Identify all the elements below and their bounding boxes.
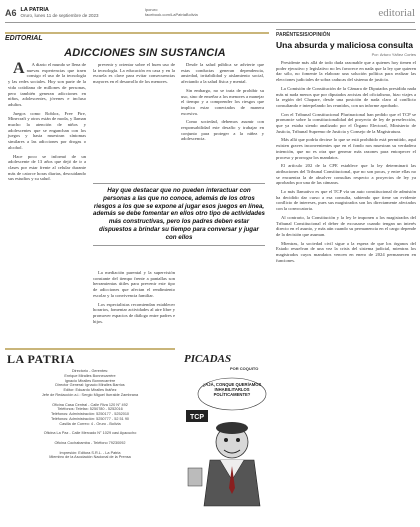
character-hand (188, 468, 202, 486)
staff-line: Teléfonos: Telefax: 5250780 - 5252016 (57, 407, 123, 412)
brand-name: LA PATRIA (20, 6, 49, 13)
editorial-column-3 (181, 62, 264, 145)
drop-cap: A (13, 60, 25, 77)
staff-line: Editor: Eduardo Miralles Ibáñez (63, 388, 117, 393)
section-name: editorial (378, 6, 415, 19)
editorial-label: EDITORIAL (5, 35, 43, 42)
opinion-paragraph: Al contrario, la Constitución y la ley le imponen a los magistrados del Tribunal Constitucional el deber de excusarse cuando tengan un interés directo en el asunto, y más aún cuando su permanencia en el cargo depende de la decisión que asuman. (276, 214, 416, 237)
opinion-article (276, 29, 416, 267)
cartoon-title: PICADAS (184, 353, 232, 365)
opinion-tag: PARÉNTESIS/OPINIÓN (276, 29, 416, 38)
editorial-paragraph: Como sociedad, debemos asumir con responsabilidad este desafío y trabajar en conjunto para proteger a la niñez y adolescencia. (181, 119, 264, 142)
editorial-rule (5, 32, 269, 34)
issue-date: Oruro, lunes 11 de septiembre de 2023 (20, 12, 99, 18)
staff-line: Impresión: Editora S.R.L. - La Patria (59, 450, 121, 455)
editorial-paragraph: prevenir y orientar sobre el buen uso de la tecnología. La educación en casa y en la escuela es clave para evitar consecuencias mayores en el desarrollo de los menores. (93, 62, 175, 85)
character-hair (216, 422, 248, 434)
staff-line: Oficina Cochabamba - Teléfono 79230092 (54, 440, 126, 445)
opinion-paragraph: Mientras, la sociedad civil sigue a la espera de que los órganos del Estado resuelvan de una vez la crisis del sistema judicial, mientras los magistrados cuyos mandatos vencen en enero de 2024 permanecen en funciones. (276, 240, 416, 263)
staff-box (5, 348, 175, 518)
staff-line: Teléfonos: Administración: 5250777 - 52 51 90 (50, 416, 130, 421)
masthead (21, 8, 99, 18)
character-eye (224, 438, 228, 442)
social-block (145, 7, 198, 17)
editorial-title: ADICCIONES SIN SUSTANCIA (64, 47, 226, 59)
staff-line: Ignacio Miralles Bonnecarrère (64, 378, 116, 383)
opinion-author: Por: Arturo Yáñez Cortes (371, 52, 416, 57)
cartoon-author: POR COQUITO (230, 366, 259, 371)
staff-line: Casilla de Correo: 4 - Oruro - Bolivia (59, 421, 121, 426)
tcp-badge-label: TCP (190, 414, 204, 421)
speech-text-box (202, 382, 262, 408)
page-number: A6 (5, 7, 17, 18)
opinion-paragraph: La Comisión de Constitución de la Cámara de Diputados presidida nada más ni nada menos que por diputados arcistas del oficialismo, hizo viajes a la región del Chapare, desde una posición de nada claro al conflicto consultando e interpelando los reunidos, con un informe aprobado. (276, 85, 416, 108)
social-handle[interactable]: lporuro (145, 7, 158, 12)
staff-box-title: LA PATRIA (7, 352, 75, 366)
staff-line: Oficina La Paz - Calle Mercado N° 1029 casi Ayacucho (43, 431, 137, 436)
opinion-paragraph: Lo más llamativo es que el TCP vía un auto constitucional de admisión ha decidido dar curso a esa consulta, sabiendo que tiene un evidente conflicto de intereses, pues sus magistrados son los directamente afectados con la convocatoria. (276, 189, 416, 212)
opinion-paragraph: El artículo 202 de la CPE establece que la ley determinará las atribuciones del Tribunal Constitucional, que no son pocas, y entre ellas no se encuentra la de absolver consultas respecto a proyectos de ley ya aprobados por una de las cámaras. (276, 163, 416, 186)
editorial-paragraph: La mediación parental y la supervisión constante del tiempo frente a pantallas son herramientas útiles para prevenir este tipo de adicciones que afectan el rendimiento escolar y la convivencia familiar. (93, 270, 175, 298)
social-url[interactable]: facebook.com/LaPatriaBolivia (145, 12, 198, 17)
opinion-paragraph: Más allá que podría decirse lo que se está prohibido está permitido, aquí existen graves inconvenientes que en el fondo nos muestran su verdadera intención, que no es otra que generar más razones para entorpecer el proceso y prorrogar los mandatos. (276, 137, 416, 160)
editorial-column-2 (93, 62, 175, 88)
opinion-title: Una absurda y maliciosa consulta (276, 40, 413, 50)
cartoon-illustration (180, 348, 268, 518)
cartoon-panel (180, 348, 268, 518)
editorial-paragraph: Sin embargo, no se trata de prohibir su uso, sino de enseñar a los menores a manejar el tiempo y a comprender los riesgos que implica estar conectados de manera excesiva. (181, 87, 264, 116)
staff-line: Miembro de la Asociación Nacional de la Prensa (49, 455, 131, 460)
staff-line: Director General: Ignacio Miralles Barrios (55, 383, 125, 388)
page-header (5, 3, 415, 23)
staff-box-body (5, 369, 175, 460)
opinion-body (276, 60, 416, 264)
staff-line: Directorio - Gerentes: (71, 369, 109, 373)
editorial-column-2-continued (93, 270, 175, 327)
pull-quote: Hay que destacar que no pueden interactuar con personas a las que no conoce, además de los otros riesgos a los que se expone al jugar esos juegos en línea, además se debe fomentar en ellos otro tipo de actividades más constructivas, pero los padres deben estar dispuestos a brindar su tiempo para conversar y jugar con ellos (93, 183, 265, 246)
editorial-paragraph: Desde la salud pública se advierte que estas conductas generan dependencia, ansiedad, irritabilidad y aislamiento social, afectando a la salud física y mental. (181, 62, 264, 85)
editorial-paragraph: Juegos como Roblox, Free Fire, Minecraft y otros están de moda, y llaman mucho la atención de niños y adolescentes que se enganchan con los juegos y hasta muestran síntomas similares a las adicciones por drogas o alcohol. (8, 110, 86, 150)
editorial-paragraph: Los especialistas recomiendan establecer horarios, fomentar actividades al aire libre y promover espacios de diálogo entre padres e hijos. (93, 301, 175, 324)
staff-line: Jefe de Redacción a.i.: Sergio Miguel Iturralde Zambrana (41, 392, 139, 397)
speech-text: ¿AJÁ, CONQUE QUERÍAMOS INHABILITARLOS POLÍTICAMENTE? (202, 382, 262, 397)
character-eye (236, 438, 240, 442)
staff-line: Oficina Casa Central - Calle Riva 120 N° 492 (52, 402, 128, 407)
editorial-paragraph: A A diario el mundo se llena de nuevas experiencias que traen consigo el uso de la tecnología y las redes sociales. Hoy son parte de la vida cotidiana de millones de personas, pero también generan adicciones en niños, adolescentes, jóvenes e incluso adultos. (8, 60, 86, 107)
opinion-paragraph: Con el Tribunal Constitucional Plurinacional han pedido que el TCP se pronuncie sobre la constitucionalidad del proyecto de ley de preselección, que ya estaba siendo analizado por el Órgano Electoral, Ministerio de Justicia, Tribunal Supremo de Justicia y Consejo de la Magistratura. (276, 111, 416, 134)
staff-line: Teléfonos: Administración: 5250177 - 5252010 (50, 412, 130, 417)
staff-line: Enrique Miralles Bonnecarrère (64, 373, 116, 378)
editorial-paragraph: Hace poco se informó de un adolescente de 13 años que dejó de ir a clases por estar frente al celular durante más de catorce horas diarias, descuidando sus estudios y su salud. (8, 153, 86, 182)
editorial-column-1 (8, 62, 86, 185)
opinion-paragraph: Presidente más allá de todo duda razonable que a quienes hoy tienen el poder ejecutivo y legislativo no les favorece en nada que la ley que quieren dar sólo, no fomente la elaborar una solución política para realizar las elecciones judiciales de sobra caducas del sistema de justicia. (276, 60, 416, 83)
